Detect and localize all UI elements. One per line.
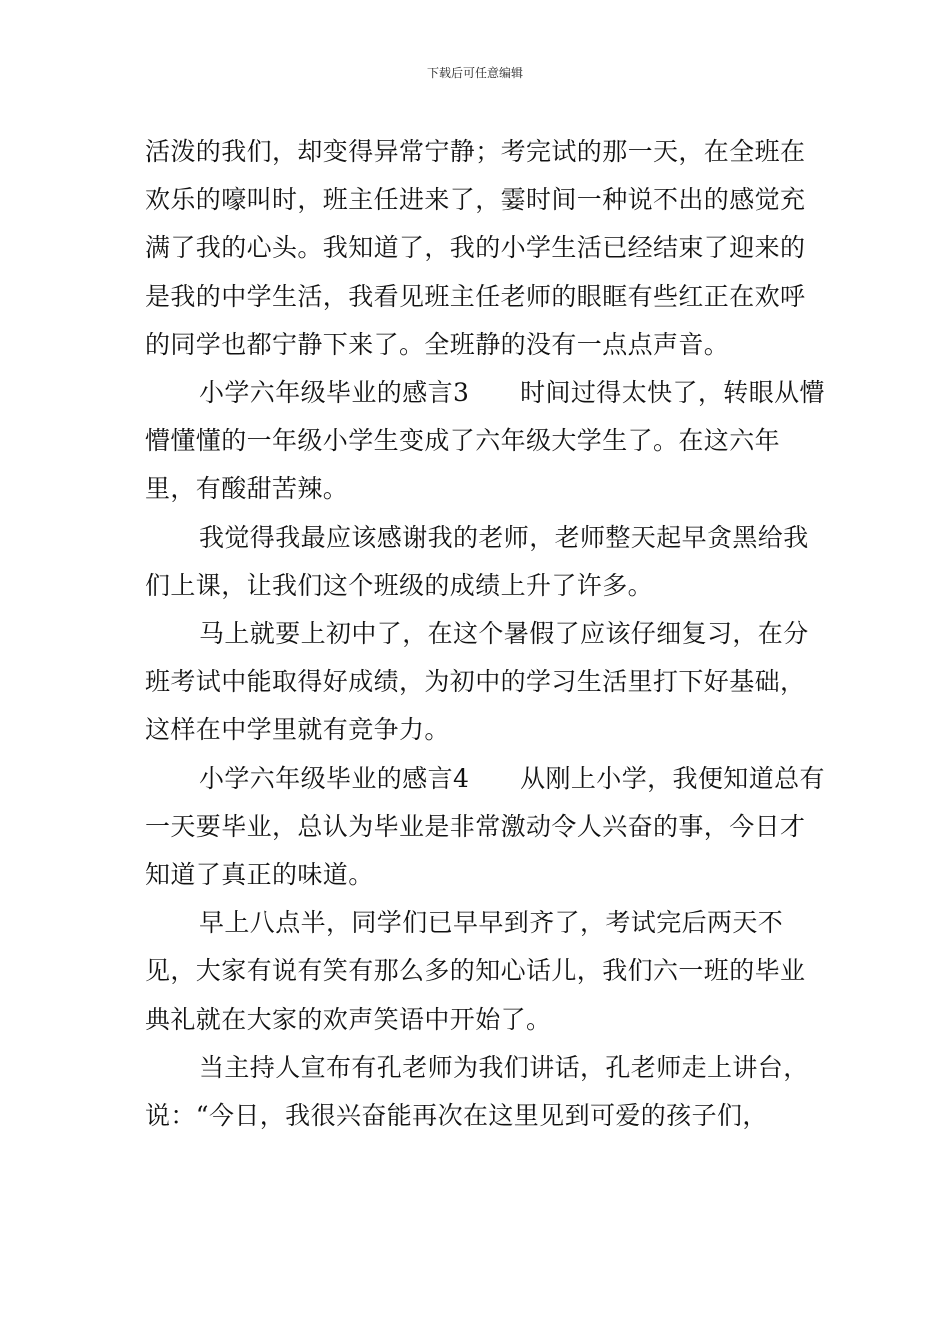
paragraph-1: 活泼的我们，却变得异常宁静；考完试的那一天，在全班在欢乐的嚎叫时，班主任进来了，霎时间一种说不出的感觉充满了我的心头。我知道了，我的小学生活已经结束了迎来的是我的中学生活，我看见班主任老师的眼眶有些红正在欢呼的同学也都宁静下来了。全班静的没有一点点声音。 xyxy=(145,137,806,359)
paragraph-7: 当主持人宣布有孔老师为我们讲话，孔老师走上讲台，说：“今日，我很兴奋能再次在这里见到可爱的孩子们， xyxy=(145,1052,809,1131)
paragraph-6: 早上八点半，同学们已早早到齐了，考试完后两天不见，大家有说有笑有那么多的知心话儿，我们六一班的毕业典礼就在大家的欢声笑语中开始了。 xyxy=(145,908,806,1034)
document-body xyxy=(145,128,825,1140)
paragraph-5: 小学六年级毕业的感言4 从刚上小学，我便知道总有一天要毕业，总认为毕业是非常激动令人兴奋的事，今日才知道了真正的味道。 xyxy=(145,763,825,890)
paragraph-2: 小学六年级毕业的感言3 时间过得太快了，转眼从懵懵懂懂的一年级小学生变成了六年级大学生了。在这六年里，有酸甜苦辣。 xyxy=(145,378,825,504)
page-header: 下载后可任意编辑 xyxy=(426,66,523,80)
paragraph-4: 马上就要上初中了，在这个暑假了应该仔细复习，在分班考试中能取得好成绩，为初中的学习生活里打下好基础，这样在中学里就有竞争力。 xyxy=(145,619,809,745)
paragraph-3: 我觉得我最应该感谢我的老师，老师整天起早贪黑给我们上课，让我们这个班级的成绩上升了许多。 xyxy=(145,522,809,600)
